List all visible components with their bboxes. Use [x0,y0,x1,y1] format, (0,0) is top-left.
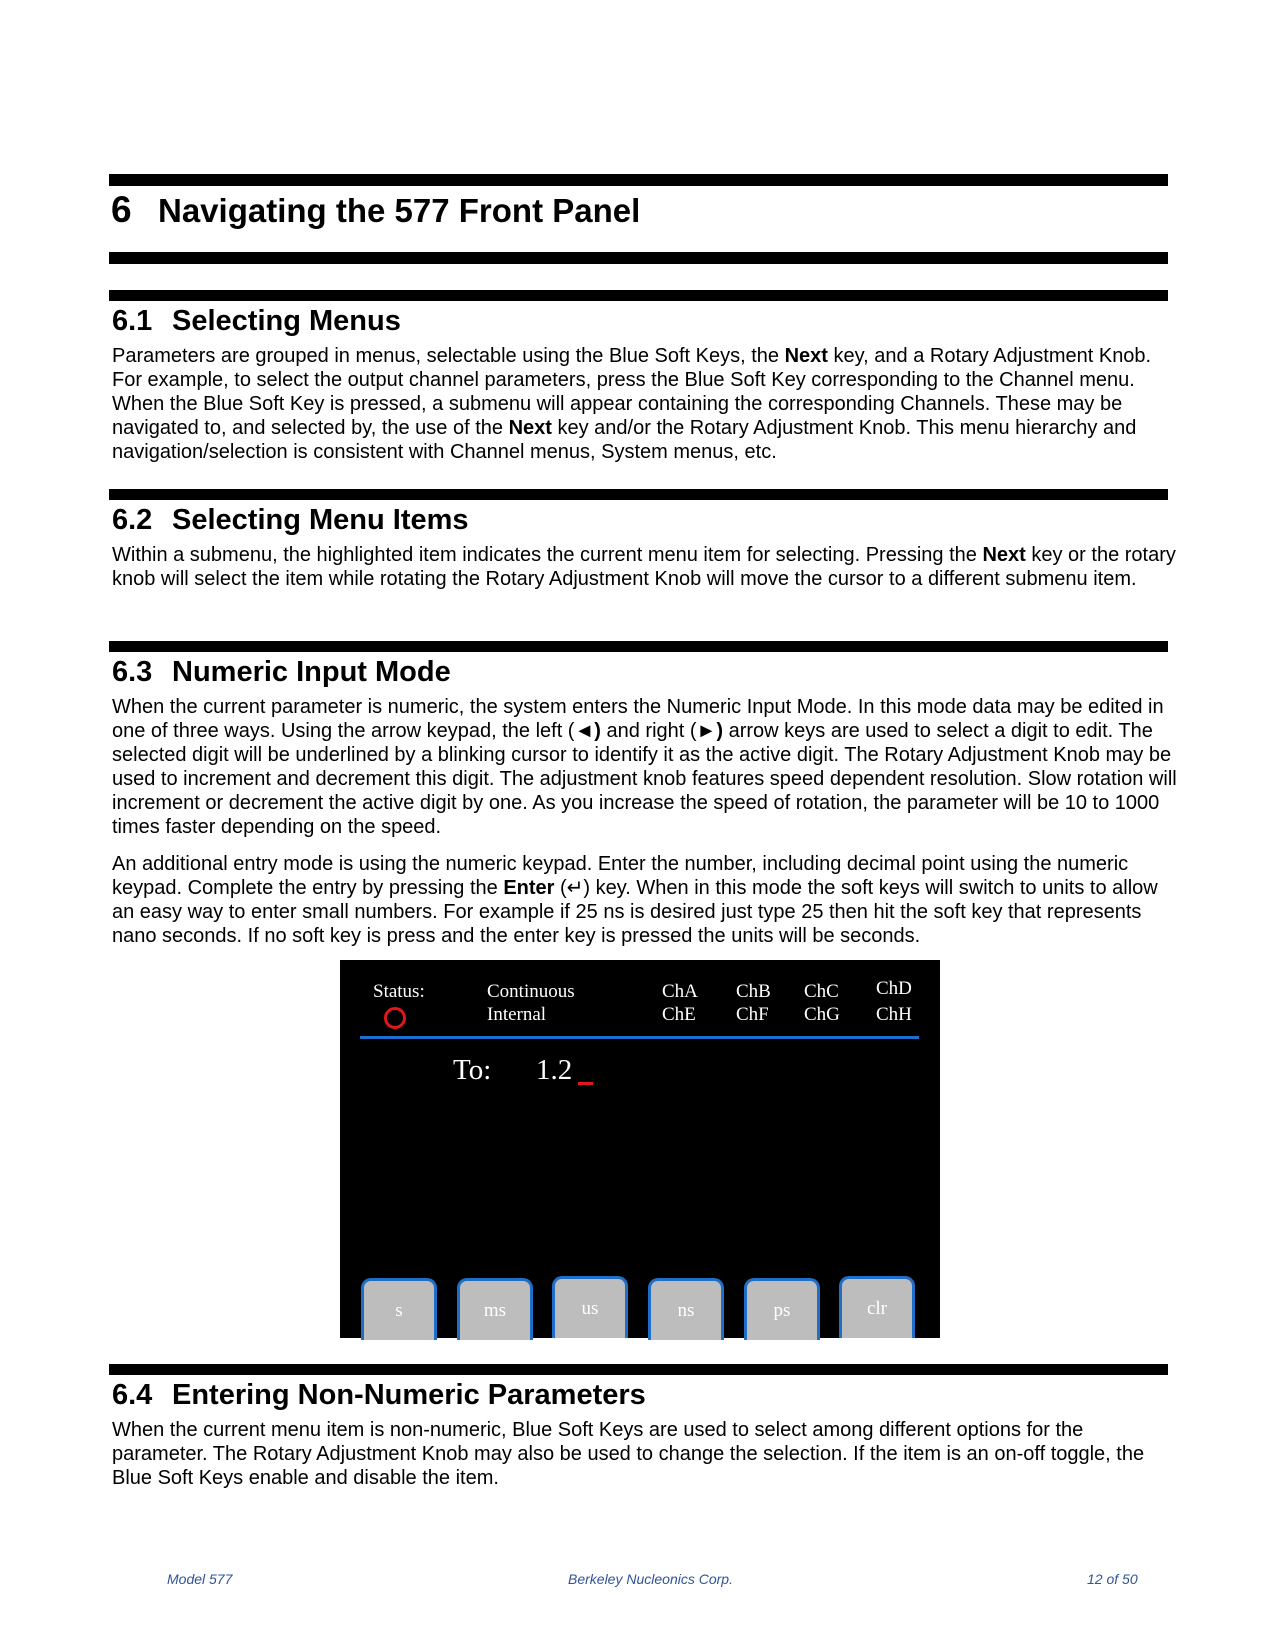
softkey-ns[interactable]: ns [648,1278,724,1340]
section-heading-6-1 [112,304,401,338]
section-heading-6-4 [112,1378,646,1412]
text-run: (↵) key. When in this mode the soft keys will switch to units to allow an easy way to enter small numbers. For example if 25 ns is desired just type 25 then hit the soft key that represents nano seconds. If no soft key is press and the enter key is pressed the units will be seconds. [112,877,1158,947]
text-run: An additional entry mode is using the numeric keypad. Enter the number, including decimal point using the numeric keypad. Complete the entry by pressing the [112,853,1129,899]
header-divider [360,1036,919,1039]
bold-next: Next [508,417,552,439]
mode-line-2: Internal [487,1004,547,1025]
channel-a: ChA [662,981,698,1002]
paragraph-6-3-a [112,695,1177,839]
channel-b: ChB [736,981,771,1002]
paragraph-6-3-b [112,852,1177,948]
chapter-title-text: Navigating the 577 Front Panel [158,192,641,229]
bold-next: Next [982,544,1026,566]
paragraph-6-2 [112,543,1177,591]
channel-f: ChF [736,1004,769,1025]
channel-d: ChD [876,978,912,999]
text-run: Parameters are grouped in menus, selectable using the Blue Soft Keys, the [112,345,785,367]
field-value: 1.2 [536,1054,573,1086]
softkey-clr[interactable]: clr [839,1276,915,1338]
section-title: Numeric Input Mode [172,656,451,688]
left-arrow-glyph: ◄) [574,720,601,742]
chapter-rule-top [109,174,1168,186]
section-number: 6.1 [112,305,153,337]
blinking-cursor [578,1082,593,1085]
numeric-input-screen-figure [340,960,940,1338]
right-arrow-glyph: ►) [696,720,724,742]
chapter-rule-bottom [109,252,1168,264]
text-run: key, and a Rotary Adjustment Knob. For example, to select the output channel parameters, press the Blue Soft Key corresponding to the Channel menu. When the Blue Soft Key is pressed, a submenu will appear containing the corresponding Channels. These may be navigated to, and selected by, the use of the [112,345,1152,439]
bold-enter: Enter [503,877,555,899]
paragraph-6-1 [112,344,1177,464]
section-number: 6.2 [112,504,153,536]
section-number: 6.4 [112,1379,153,1411]
text-run: and right ( [600,720,697,742]
channel-g: ChG [804,1004,840,1025]
section-rule-6-1 [109,290,1168,301]
chapter-number: 6 [111,189,132,230]
status-label: Status: [373,981,425,1002]
section-heading-6-2 [112,503,469,537]
text-run: When the current menu item is non-numeric, Blue Soft Keys are used to select among different options for the parameter. The Rotary Adjustment Knob may also be used to change the selection. If the item is an on-off toggle, the Blue Soft Keys enable and disable the item. [112,1419,1145,1489]
footer-model: Model 577 [167,1571,233,1587]
section-title: Selecting Menus [172,305,401,337]
paragraph-6-4 [112,1418,1177,1490]
section-heading-6-3 [112,655,451,689]
section-rule-6-3 [109,641,1168,652]
text-run: key and/or the Rotary Adjustment Knob. This menu hierarchy and navigation/selection is consistent with Channel menus, System menus, etc. [112,417,1137,463]
section-title: Entering Non-Numeric Parameters [172,1379,646,1411]
section-number: 6.3 [112,656,153,688]
softkey-us[interactable]: us [552,1276,628,1338]
channel-e: ChE [662,1004,696,1025]
channel-c: ChC [804,981,839,1002]
channel-h: ChH [876,1004,912,1025]
section-rule-6-4 [109,1364,1168,1375]
section-title: Selecting Menu Items [172,504,469,536]
bold-next: Next [784,345,828,367]
softkey-s[interactable]: s [361,1278,437,1340]
field-label: To: [453,1054,492,1086]
footer-page-number: 12 of 50 [1087,1571,1138,1587]
text-run: key or the rotary knob will select the item while rotating the Rotary Adjustment Knob will move the cursor to a different submenu item. [112,544,1176,590]
text-run: When the current parameter is numeric, the system enters the Numeric Input Mode. In this mode data may be edited in one of three ways. Using the arrow keypad, the left ( [112,696,1164,742]
section-rule-6-2 [109,489,1168,500]
footer-company: Berkeley Nucleonics Corp. [568,1571,733,1587]
softkey-ms[interactable]: ms [457,1278,533,1340]
mode-line-1: Continuous [487,981,575,1002]
status-indicator-icon [384,1007,406,1029]
text-run: Within a submenu, the highlighted item indicates the current menu item for selecting. Pressing the [112,544,983,566]
text-run: arrow keys are used to select a digit to edit. The selected digit will be underlined by a blinking cursor to identify it as the active digit. The Rotary Adjustment Knob may be used to increment and decrement this digit. The adjustment knob features speed dependent resolution. Slow rotation will increment or decrement the active digit by one. As you increase the speed of rotation, the parameter will be 10 to 1000 times faster depending on the speed. [112,720,1177,838]
chapter-title [111,190,640,231]
softkey-ps[interactable]: ps [744,1278,820,1340]
